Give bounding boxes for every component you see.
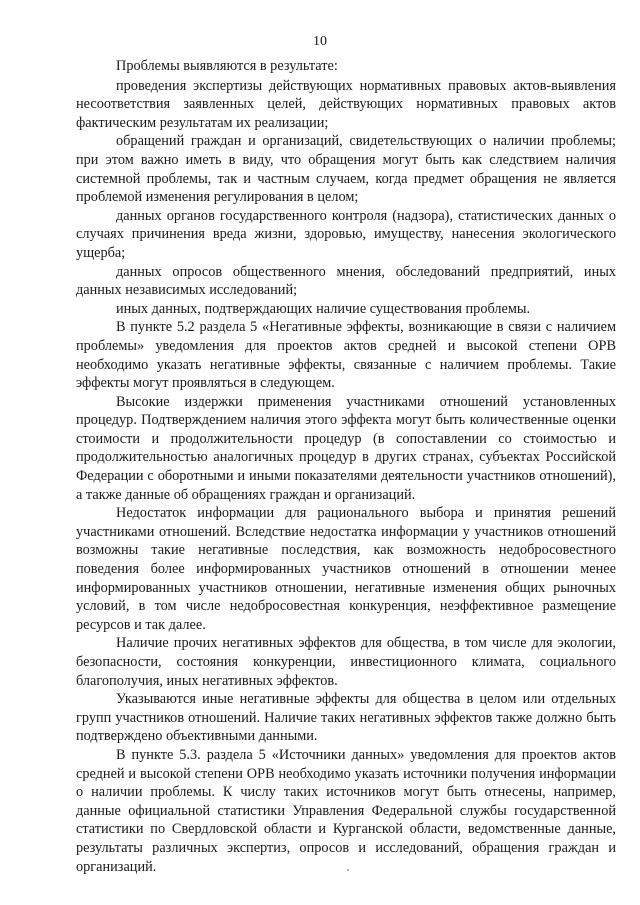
paragraph-item-5-3: В пункте 5.3. раздела 5 «Источники данных» уведомления для проектов актов средней и высокой степени ОРВ необходимо указать источники получения информации о наличии проблемы. К числу таких источников могут быть отнесены, например, данные официальной статистики Управления Федеральной службы государственной статистики по Свердловской области и Курганской области, ведомственные данные, результаты различных экспертиз, опросов и исследований, обращения граждан и организаций. <box>76 746 616 875</box>
paragraph-information-shortage: Недостаток информации для рационального выбора и принятия решений участниками отношений. Вследствие недостатка информации у участников отношений возможны такие негативные последствия, как возможность недобросовестного поведения более информированных участников отношений в отношении менее информированных участников отношении, негативные изменения общих рыночных условий, в том числе недобросовестная конкуренция, неэффективное размещение ресурсов и так далее. <box>76 505 616 633</box>
page-number: 10 <box>313 34 327 49</box>
paragraph-high-costs: Высокие издержки применения участниками отношений установленных процедур. Подтверждением наличия этого эффекта могут быть количественные оценки стоимости и продолжительности процедур (в сопоставлении со стоимостью и продолжительностью аналогичных процедур в других странах, субъектах Российской Федерации с оборотными и иными показателями деятельности участников отношений), а также данные об обращениях граждан и организаций. <box>76 393 616 503</box>
scan-speck <box>347 869 349 871</box>
paragraph-item-5-2: В пункте 5.2 раздела 5 «Негативные эффекты, возникающие в связи с наличием проблемы» уведомления для проектов актов средней и высокой степени ОРВ необходимо указать негативные эффекты, связанные с наличием проблемы. Такие эффекты могут проявляться в следующем. <box>76 319 616 392</box>
paragraph-opinion-polls: данных опросов общественного мнения, обследований предприятий, иных данных независимых исследований; <box>76 263 616 299</box>
paragraph-indicated-effects: Указываются иные негативные эффекты для общества в целом или отдельных групп участников отношений. Наличие таких негативных эффектов также должно быть подтверждено объективными данными. <box>76 691 616 745</box>
paragraph-other-data: иных данных, подтверждающих наличие существования проблемы. <box>116 300 531 317</box>
paragraph-other-negative-effects: Наличие прочих негативных эффектов для общества, в том числе для экологии, безопасности, состояния конкуренции, инвестиционного климата, социального благополучия, иных негативных эффектов. <box>76 635 616 689</box>
paragraph-control-data: данных органов государственного контроля (надзора), статистических данных о случаях причинения вреда жизни, здоровью, имуществу, нанесения экологического ущерба; <box>76 207 616 261</box>
paragraph-expertise: проведения экспертизы действующих нормативных правовых актов-выявления несоответствия заявленных целей, действующих нормативных правовых актов фактическим результатам их реализации; <box>76 77 616 131</box>
paragraph-problems-intro: Проблемы выявляются в результате: <box>116 58 338 74</box>
paragraph-citizen-appeals: обращений граждан и организаций, свидетельствующих о наличии проблемы; при этом важно иметь в виду, что обращения могут быть как следствием наличия системной проблемы, так и частным случаем, когда предмет обращения не является проблемой изменения регулирования в целом; <box>76 133 616 206</box>
page-body <box>76 57 616 876</box>
